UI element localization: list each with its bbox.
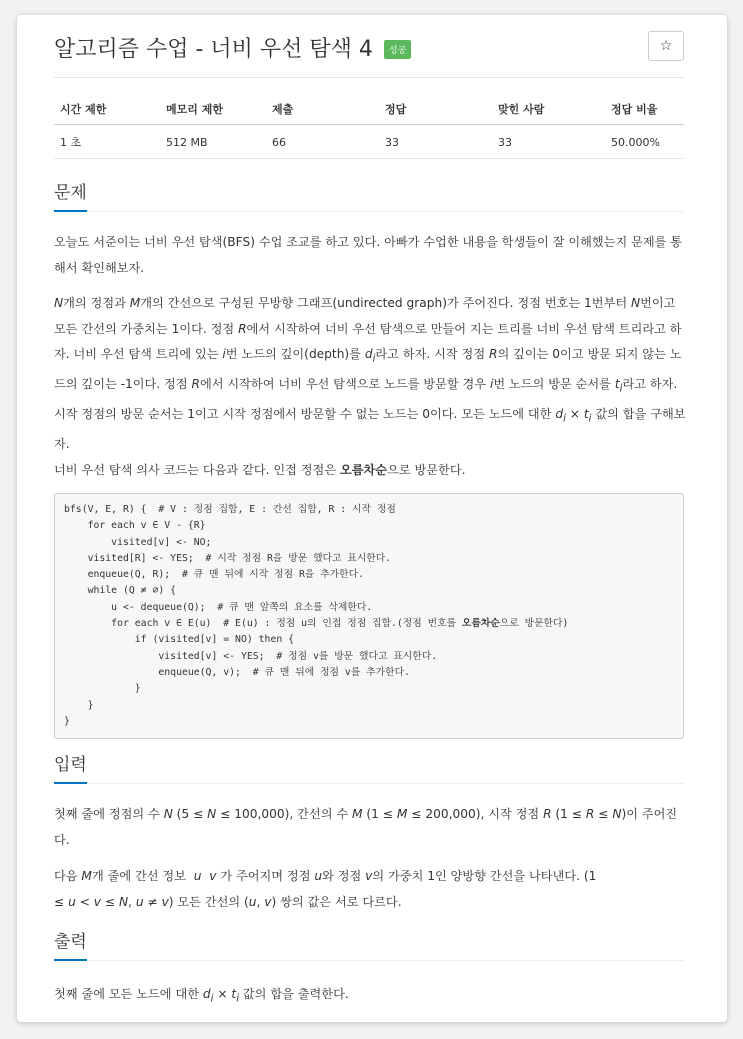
cell-solved-users: 33	[492, 125, 605, 159]
cell-memory-limit: 512 MB	[160, 125, 266, 159]
problem-info-table	[54, 101, 684, 159]
page-title	[54, 32, 411, 63]
star-icon: ☆	[659, 38, 673, 54]
output-heading: 출력	[54, 927, 87, 961]
problem-description-3: 너비 우선 탐색 의사 코드는 다음과 같다. 인접 정점은 오름차순으로 방문한다.	[54, 463, 466, 477]
cell-time-limit: 1 초	[54, 125, 160, 159]
output-section-header	[54, 927, 684, 961]
input-description-1: 첫째 줄에 정점의 수 N (5 ≤ N ≤ 100,000), 간선의 수 M (1 ≤ M ≤ 200,000), 시작 정점 R (1 ≤ R ≤ N)이 주어진다.	[54, 807, 678, 847]
output-description: 첫째 줄에 모든 노드에 대한 $d_i \times t_i$ 값의 합을 출력한다.	[54, 987, 349, 1005]
problem-title-text: 알고리즘 수업 - 너비 우선 탐색 4	[54, 37, 373, 62]
problem-description-1: 오늘도 서준이는 너비 우선 탐색(BFS) 수업 조교를 하고 있다. 아빠가 수업한 내용을 학생들이 잘 이해했는지 문제를 통해서 확인해보자.	[54, 235, 683, 275]
table-row	[54, 125, 684, 159]
problem-heading: 문제	[54, 178, 87, 212]
section-divider	[54, 783, 684, 784]
col-memory-limit: 메모리 제한	[160, 101, 266, 125]
input-section-header	[54, 750, 684, 784]
star-button[interactable]	[648, 31, 684, 61]
section-divider	[54, 960, 684, 961]
title-row	[54, 15, 684, 78]
problem-description-2: N개의 정점과 M개의 간선으로 구성된 무방향 그래프(undirected graph)가 주어진다. 정점 번호는 1번부터 N번이고 모든 간선의 가중치는 1이다. 정점 R에서 시작하여 너비 우선 탐색으로 만들어 지는 트리를 너비 우선 탐색 트리라고 하자. 너비 우선 탐색 트리에 있는 i번 노드의 깊이(depth)를 $d_i$라고 하자. 시작 정점 R의 깊이는 0이고 방문 되지 않는 노드의 깊이는 -1이다. 정점 R에서 시작하여 너비 우선 탐색으로 노드를 방문할 경우 i번 노드의 방문 순서를 $t_i$라고 하자. 시작 정점의 방문 순서는 1이고 시작 정점에서 방문할 수 없는 노드는 0이다. 모든 노드에 대한 $d_i \times t_i$ 값의 합을 구해보자.	[54, 296, 686, 451]
problem-card	[17, 15, 727, 1022]
pseudocode-text: bfs(V, E, R) { # V : 정점 집합, E : 간선 집합, R : 시작 정점 for each v ∈ V - {R} visited[v] <- NO; visited[R] <- YES; # 시작 정점 R을 방문 했다고 표시한다. enqueue(Q, R); # 큐 맨 뒤에 시작 정점 R을 추가한다. while (Q ≠ ∅) { u <- dequeue(Q); # 큐 맨 앞쪽의 요소를 삭제한다. for each v ∈ E(u) # E(u) : 정점 u의 인접 정점 집합.(정점 번호를 오름차순으로 방문한다) if (visited[v] = NO) then { visited[v] <- YES; # 정점 v를 방문 했다고 표시한다. enqueue(Q, v); # 큐 맨 뒤에 정점 v를 추가한다. } } }	[64, 504, 569, 727]
input-heading: 입력	[54, 750, 87, 784]
pseudocode-block	[54, 493, 684, 739]
status-badge: 성공	[384, 40, 411, 59]
col-solved-users: 맞힌 사람	[492, 101, 605, 125]
col-submissions: 제출	[266, 101, 379, 125]
col-accept-ratio: 정답 비율	[605, 101, 684, 125]
section-divider	[54, 211, 684, 212]
col-time-limit: 시간 제한	[54, 101, 160, 125]
table-header-row	[54, 101, 684, 125]
col-accepted: 정답	[379, 101, 492, 125]
input-description-2: 다음 M개 줄에 간선 정보 u v 가 주어지며 정점 u와 정점 v의 가중치 1인 양방향 간선을 나타낸다. (1 ≤ u < v ≤ N, u ≠ v) 모든 간선의 (u, v) 쌍의 값은 서로 다르다.	[54, 869, 597, 909]
cell-accepted: 33	[379, 125, 492, 159]
cell-submissions: 66	[266, 125, 379, 159]
cell-accept-ratio: 50.000%	[605, 125, 684, 159]
problem-section-header	[54, 178, 684, 212]
